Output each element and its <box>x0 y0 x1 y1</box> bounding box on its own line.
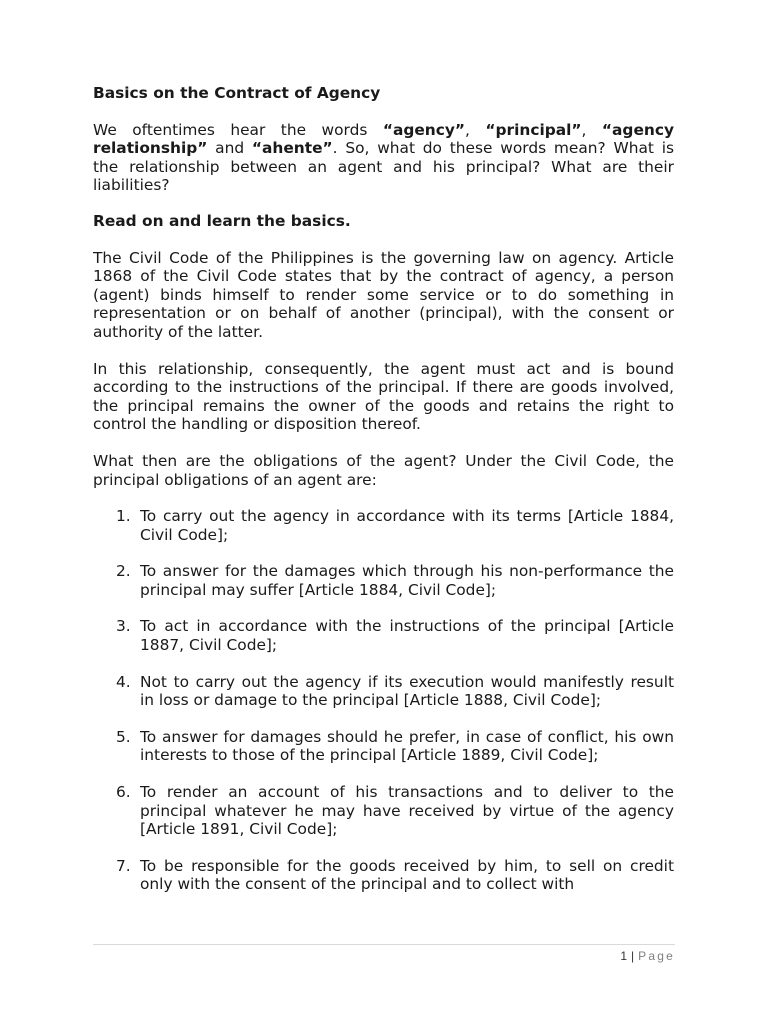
obligations-list <box>93 507 674 894</box>
paragraph-civil-code: The Civil Code of the Philippines is the governing law on agency. Article 1868 of the Civil Code states that by the contract of agency, a person (agent) binds himself to render some service or to do something in representation or on behalf of another (principal), with the consent or authority of the latter. <box>93 248 674 341</box>
list-item-text: To carry out the agency in accordance with its terms [Article 1884, Civil Code]; <box>140 507 674 544</box>
list-item <box>93 673 674 710</box>
page-label: Page <box>638 949 675 963</box>
list-item-text: To render an account of his transactions and to deliver to the principal whatever he may have received by virtue of the agency [Article 1891, Civil Code]; <box>140 783 674 839</box>
list-item-number: 3. <box>116 617 131 636</box>
term-agency: “agency” <box>382 120 466 139</box>
intro-paragraph <box>93 121 674 195</box>
lead-heading: Read on and learn the basics. <box>93 211 351 230</box>
paragraph-obligations-intro: What then are the obligations of the agent? Under the Civil Code, the principal obligations of an agent are: <box>93 451 674 489</box>
intro-text-4: and <box>207 139 252 158</box>
page-footer <box>620 949 675 963</box>
list-item-number: 7. <box>116 856 131 875</box>
document-page <box>93 84 674 912</box>
intro-text-1: We oftentimes hear the words <box>93 120 383 139</box>
intro-text-5: . So, what do these words mean? What is the relationship between an agent and his principal? What are their liabilities? <box>93 139 674 195</box>
list-item-text: To be responsible for the goods received by him, to sell on credit only with the consent of the principal and to collect with <box>140 856 674 894</box>
page-number: 1 <box>620 949 628 963</box>
footer-divider <box>93 944 675 945</box>
intro-text-2: , <box>465 120 486 139</box>
list-item-number: 2. <box>116 562 131 581</box>
term-principal: “principal” <box>485 120 582 139</box>
term-agency-relationship: “agency relationship” <box>93 120 674 158</box>
list-item <box>93 783 674 839</box>
list-item <box>93 857 674 894</box>
intro-text-3: , <box>581 120 602 139</box>
list-item-number: 4. <box>116 672 131 691</box>
list-item-text: Not to carry out the agency if its execution would manifestly result in loss or damage to the principal [Article 1888, Civil Code]; <box>140 672 674 710</box>
term-ahente: “ahente” <box>251 139 333 158</box>
list-item <box>93 507 674 544</box>
list-item-text: To act in accordance with the instructions of the principal [Article 1887, Civil Code]; <box>140 617 674 655</box>
list-item-text: To answer for the damages which through his non-performance the principal may suffer [Article 1884, Civil Code]; <box>140 562 674 599</box>
list-item-number: 5. <box>116 727 131 746</box>
list-item-number: 1. <box>116 507 131 526</box>
list-item-text: To answer for damages should he prefer, in case of conflict, his own interests to those of the principal [Article 1889, Civil Code]; <box>140 727 674 765</box>
footer-separator: | <box>631 949 635 963</box>
paragraph-relationship: In this relationship, consequently, the agent must act and is bound according to the instructions of the principal. If there are goods involved, the principal remains the owner of the goods and retains the right to control the handling or disposition thereof. <box>93 359 674 434</box>
list-item-number: 6. <box>116 783 131 802</box>
document-title: Basics on the Contract of Agency <box>93 84 381 102</box>
list-item <box>93 728 674 765</box>
list-item <box>93 617 674 654</box>
list-item <box>93 562 674 599</box>
